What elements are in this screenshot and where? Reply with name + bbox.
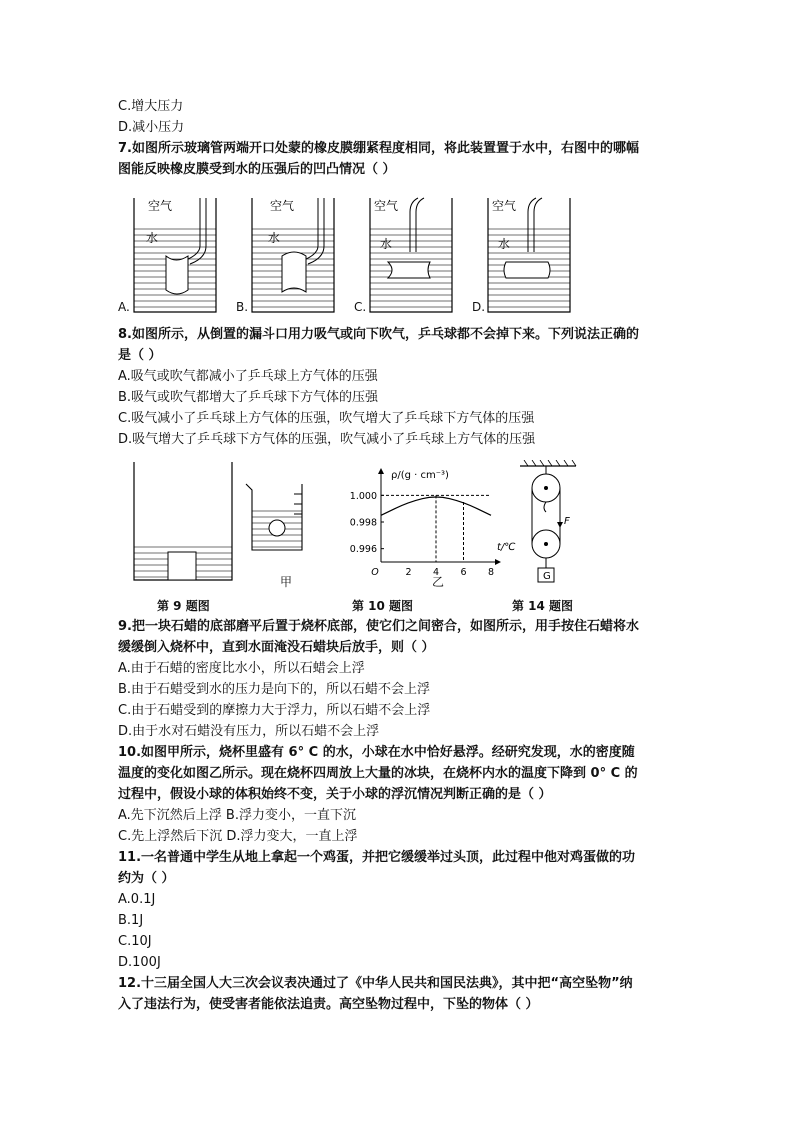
y-axis-label: ρ/(g · cm⁻³) xyxy=(391,470,449,481)
q10-stem-line3: 过程中，假设小球的体积始终不变，关于小球的浮沉情况判断正确的是（ ） xyxy=(118,787,552,802)
q7-c-water-label: 水 xyxy=(380,237,393,251)
paraffin-block xyxy=(168,552,196,580)
q11-stem-line1: 11.一名普通中学生从地上拿起一个鸡蛋，并把它缓缓举过头顶，此过程中他对鸡蛋做的功 xyxy=(118,850,636,865)
q9-option-d: D.由于水对石蜡没有压力，所以石蜡不会上浮 xyxy=(118,724,380,739)
q7-a-air-label: 空气 xyxy=(148,199,173,213)
q9-stem-line1: 9.把一块石蜡的底部磨平后置于烧杯底部，使它们之间密合，如图所示，用手按住石蜡将水 xyxy=(118,619,639,634)
x-tick-label: 6 xyxy=(460,567,467,577)
q7-label-c: C. xyxy=(354,300,367,314)
x-axis-label: t/℃ xyxy=(497,542,516,553)
q11-option-b: B.1J xyxy=(118,913,144,928)
q7-figure-b xyxy=(252,198,334,312)
q14-pulley-figure xyxy=(512,460,584,588)
q8-option-b: B.吸气或吹气都增大了乒乓球下方气体的压强 xyxy=(118,390,379,405)
q9-option-b: B.由于石蜡受到水的压力是向下的，所以石蜡不会上浮 xyxy=(118,682,431,697)
x-tick-label: 2 xyxy=(405,567,412,577)
q9-option-c: C.由于石蜡受到的摩擦力大于浮力，所以石蜡不会上浮 xyxy=(118,703,431,718)
x-tick-label: 4 xyxy=(432,567,440,577)
q10-yi-label: 乙 xyxy=(432,575,445,589)
y-tick-label: 0.998 xyxy=(349,517,377,529)
y-tick-label: 0.996 xyxy=(349,544,377,556)
q8-stem-line1: 8.如图所示，从倒置的漏斗口用力吸气或向下吹气，乒乓球都不会掉下来。下列说法正确的 xyxy=(118,327,639,342)
fig9-caption: 第 9 题图 xyxy=(157,599,210,613)
q7-d-water-label: 水 xyxy=(498,237,511,251)
q10-options-ab: A.先下沉然后上浮 B.浮力变小，一直下沉 xyxy=(118,808,356,823)
q9-stem-line2: 缓缓倒入烧杯中，直到水面淹没石蜡块后放手，则（ ） xyxy=(118,640,435,655)
x-tick-label: 8 xyxy=(487,567,495,577)
q11-option-d: D.100J xyxy=(118,955,161,970)
fig14-caption: 第 14 题图 xyxy=(512,599,574,613)
q12-stem-line1: 12.十三届全国人大三次会议表决通过了《中华人民共和国民法典》，其中把“高空坠物”纳 xyxy=(118,976,633,991)
weight-label: G xyxy=(543,571,551,582)
q10-options-cd: C.先上浮然后下沉 D.浮力变大，一直上浮 xyxy=(118,829,358,844)
q7-d-air-label: 空气 xyxy=(492,199,517,213)
q7-figure-a xyxy=(134,198,216,312)
q7-b-water-label: 水 xyxy=(268,231,281,245)
q11-option-a: A.0.1J xyxy=(118,892,156,907)
force-label: F xyxy=(564,516,570,527)
q7-stem-line2: 图能反映橡皮膜受到水的压强后的凹凸情况（ ） xyxy=(118,162,396,177)
q7-b-air-label: 空气 xyxy=(270,199,295,213)
q10-stem-line1: 10.如图甲所示，烧杯里盛有 6° C 的水，小球在水中恰好悬浮。经研究发现，水的密度随 xyxy=(118,745,635,760)
q12-stem-line2: 入了违法行为，使受害者能依法追责。高空坠物过程中，下坠的物体（ ） xyxy=(118,997,539,1012)
q7-label-d: D. xyxy=(472,300,486,314)
q8-stem-line2: 是（ ） xyxy=(118,348,162,363)
q11-option-c: C.10J xyxy=(118,934,152,949)
q7-figure-d xyxy=(488,198,570,312)
density-chart xyxy=(345,462,525,577)
q7-stem-line1: 7.如图所示玻璃管两端开口处蒙的橡皮膜绷紧程度相同，将此装置置于水中，右图中的哪幅 xyxy=(118,141,639,156)
x-tick-label: O xyxy=(371,567,379,577)
q7-label-a: A. xyxy=(118,300,130,314)
q9-figure xyxy=(128,460,238,584)
q8-option-a: A.吸气或吹气都减小了乒乓球上方气体的压强 xyxy=(118,369,378,384)
fig10-caption: 第 10 题图 xyxy=(352,599,414,613)
y-tick-label: 1.000 xyxy=(349,490,377,502)
q8-option-d: D.吸气增大了乒乓球下方气体的压强，吹气减小了乒乓球上方气体的压强 xyxy=(118,432,536,447)
q10-jia-label: 甲 xyxy=(280,575,293,589)
q7-c-air-label: 空气 xyxy=(374,199,399,213)
suspended-ball xyxy=(269,520,285,536)
q11-stem-line2: 约为（ ） xyxy=(118,871,175,886)
q6-option-d: D.减小压力 xyxy=(118,120,185,135)
q10-figure-jia xyxy=(242,478,310,558)
q7-figure-c xyxy=(370,198,452,312)
q7-figures xyxy=(118,190,578,318)
q7-a-water-label: 水 xyxy=(146,231,159,245)
q8-option-c: C.吸气减小了乒乓球上方气体的压强，吹气增大了乒乓球下方气体的压强 xyxy=(118,411,535,426)
q7-label-b: B. xyxy=(236,300,249,314)
q6-option-c: C.增大压力 xyxy=(118,99,184,114)
q10-stem-line2: 温度的变化如图乙所示。现在烧杯四周放上大量的冰块，在烧杯内水的温度下降到 0° C 的 xyxy=(118,766,638,781)
q9-option-a: A.由于石蜡的密度比水小，所以石蜡会上浮 xyxy=(118,661,365,676)
